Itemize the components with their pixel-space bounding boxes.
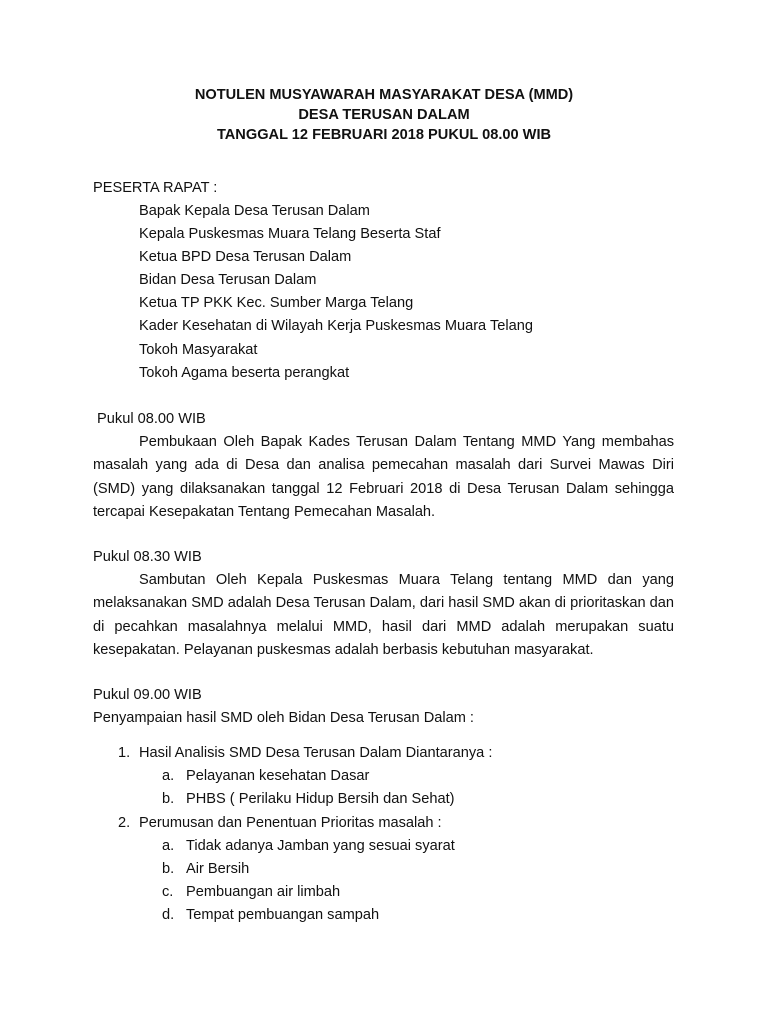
list-item: Ketua TP PKK Kec. Sumber Marga Telang [139, 295, 414, 312]
list-item: Kader Kesehatan di Wilayah Kerja Puskesmas Muara Telang [139, 318, 533, 335]
sub-text: Pembuangan air limbah [186, 884, 341, 900]
list-subitem [162, 768, 369, 784]
title-line-1: NOTULEN MUSYAWARAH MASYARAKAT DESA (MMD) [194, 87, 574, 103]
list-subitem [162, 884, 340, 900]
list-item-label: Perumusan dan Penentuan Prioritas masalah : [139, 815, 442, 831]
sub-text: Pelayanan kesehatan Dasar [186, 768, 370, 784]
list-item: Kepala Puskesmas Muara Telang Beserta Staf [139, 226, 441, 243]
peserta-heading: PESERTA RAPAT : [93, 180, 218, 196]
session-time: Pukul 08.00 WIB [93, 411, 206, 427]
list-item: Ketua BPD Desa Terusan Dalam [139, 249, 352, 266]
list-item: Bapak Kepala Desa Terusan Dalam [139, 203, 370, 219]
sub-letter: d. [162, 907, 175, 923]
session-paragraph: Sambutan Oleh Kepala Puskesmas Muara Telang tentang MMD dan yang melaksanakan SMD adalah Desa Terusan Dalam, dari hasil SMD akan di prioritaskan dan di pecahkan masalahnya melalui MMD, hasil dari MMD adalah merupakan suatu kesepakatan. Pelayanan puskesmas adalah berbasis kebutuhan masyarakat. [93, 572, 674, 658]
sub-text: Tempat pembuangan sampah [186, 907, 380, 923]
session-time: Pukul 09.00 WIB [93, 687, 202, 703]
sub-letter: b. [162, 791, 175, 807]
list-subitem [162, 838, 455, 854]
title-line-3: TANGGAL 12 FEBRUARI 2018 PUKUL 08.00 WIB [216, 127, 552, 143]
list-item: Tokoh Agama beserta perangkat [139, 364, 350, 381]
list-subitem [162, 791, 455, 807]
list-number: 2. [118, 815, 131, 831]
sub-letter: c. [162, 884, 174, 900]
session-time: Pukul 08.30 WIB [93, 549, 202, 565]
peserta-list [139, 200, 533, 385]
list-subitem [162, 907, 379, 923]
sub-letter: a. [162, 838, 175, 854]
sub-text: Tidak adanya Jamban yang sesuai syarat [186, 838, 455, 854]
title-line-2: DESA TERUSAN DALAM [298, 107, 470, 123]
list-item: Bidan Desa Terusan Dalam [139, 272, 317, 289]
list-subitem [162, 861, 249, 877]
session-paragraph: Pembukaan Oleh Bapak Kades Terusan Dalam Tentang MMD Yang membahas masalah yang ada di Desa dan analisa pemecahan masalah dari Survei Mawas Diri (SMD) yang dilaksanakan tanggal 12 Februari 2018 di Desa Terusan Dalam sehingga tercapai Kesepakatan Tentang Pemecahan Masalah. [93, 434, 674, 520]
sub-letter: b. [162, 861, 175, 877]
sub-letter: a. [162, 768, 175, 784]
list-item-label: Hasil Analisis SMD Desa Terusan Dalam Diantaranya : [139, 745, 493, 761]
document-title [0, 85, 768, 145]
session-intro: Penyampaian hasil SMD oleh Bidan Desa Terusan Dalam : [93, 710, 474, 726]
list-number: 1. [118, 745, 131, 761]
list-item: Tokoh Masyarakat [139, 341, 258, 358]
sub-text: Air Bersih [186, 861, 250, 877]
sub-text: PHBS ( Perilaku Hidup Bersih dan Sehat) [186, 791, 455, 807]
